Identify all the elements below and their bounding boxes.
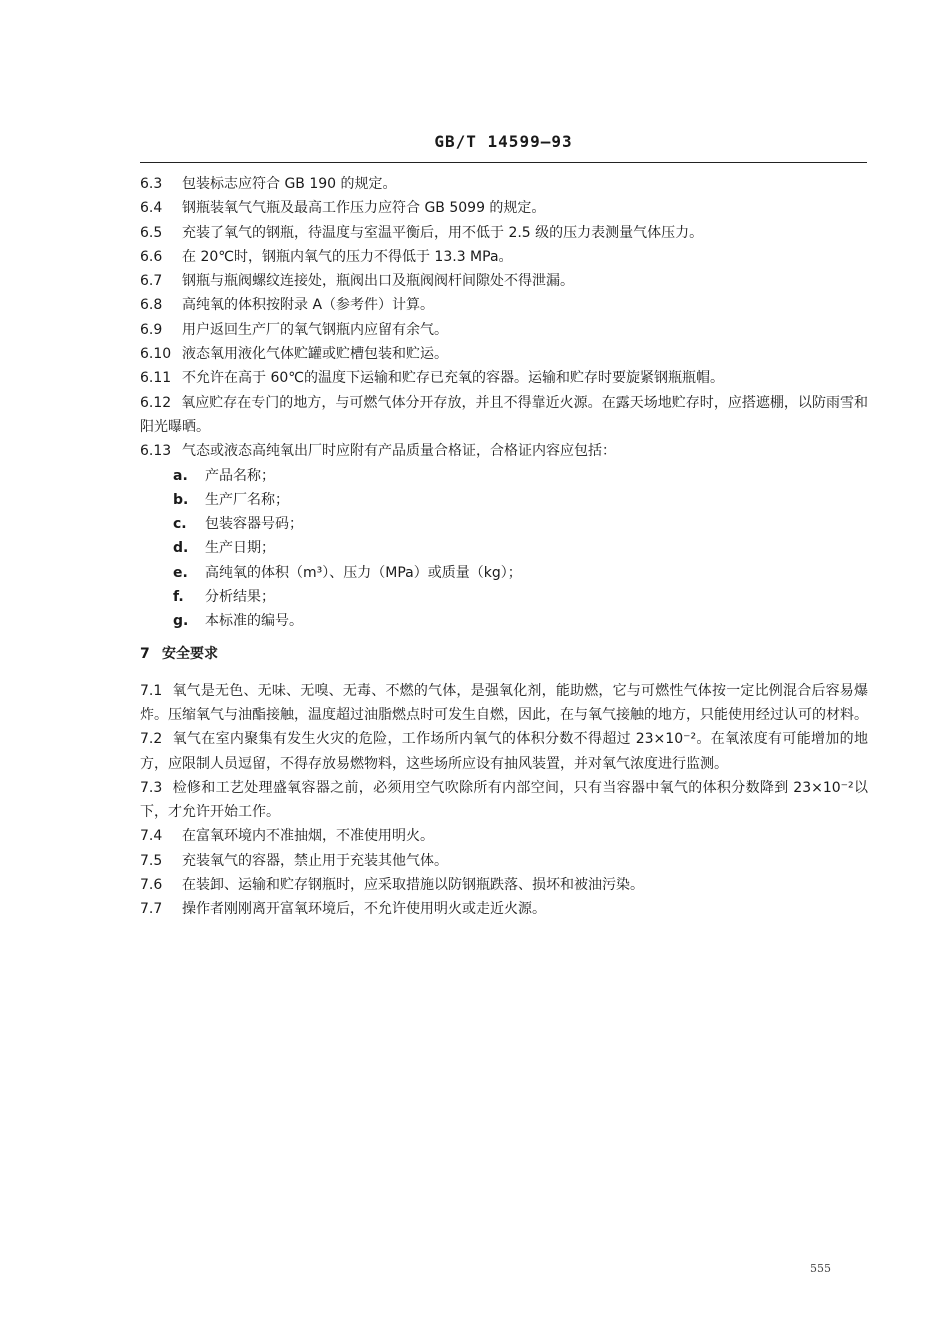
clause-7-1	[140, 679, 868, 728]
list-text: 高纯氧的体积（m³）、压力（MPa）或质量（kg）；	[205, 564, 522, 581]
list-text: 本标准的编号。	[205, 613, 303, 630]
list-item-b	[140, 488, 868, 512]
section-number: 7	[140, 645, 150, 662]
clause-number: 6.7	[140, 273, 163, 290]
list-letter: e.	[173, 564, 188, 581]
clause-text: 不允许在高于 60℃的温度下运输和贮存已充氧的容器。运输和贮存时要旋紧钢瓶瓶帽。	[182, 370, 724, 387]
clause-number: 6.13	[140, 443, 172, 460]
list-item-e	[140, 561, 868, 585]
clause-text: 高纯氧的体积按附录 A（参考件）计算。	[182, 297, 435, 314]
clause-text: 检修和工艺处理盛氧容器之前，必须用空气吹除所有内部空间，只有当容器中氧气的体积分数降到 23×10⁻²以下，才允许开始工作。	[140, 779, 868, 821]
section-heading	[140, 639, 868, 669]
clause-6-5	[140, 221, 868, 245]
list-item-a	[140, 464, 868, 488]
header-divider	[140, 162, 867, 163]
clause-6-4	[140, 196, 868, 220]
list-letter: f.	[173, 589, 184, 606]
clause-number: 6.12	[140, 394, 172, 411]
clause-text: 在 20℃时，钢瓶内氧气的压力不得低于 13.3 MPa。	[182, 248, 513, 265]
clause-text: 在富氧环境内不准抽烟，不准使用明火。	[182, 828, 434, 845]
list-letter: d.	[173, 540, 189, 557]
clause-number: 6.5	[140, 224, 163, 241]
clause-text: 气态或液态高纯氧出厂时应附有产品质量合格证，合格证内容应包括：	[182, 443, 616, 460]
list-letter: a.	[173, 467, 188, 484]
clause-6-8	[140, 293, 868, 317]
clause-number: 6.3	[140, 176, 163, 192]
clause-7-2	[140, 727, 868, 776]
clause-text: 液态氧用液化气体贮罐或贮槽包装和贮运。	[182, 346, 448, 363]
clause-7-5	[140, 849, 868, 873]
list-item-g	[140, 609, 868, 633]
clause-number: 7.7	[140, 901, 163, 918]
clause-number: 7.5	[140, 852, 163, 869]
clause-number: 7.4	[140, 828, 163, 845]
clause-text: 氧应贮存在专门的地方，与可燃气体分开存放，并且不得靠近火源。在露天场地贮存时，应搭遮棚，以防雨雪和阳光曝晒。	[140, 394, 868, 435]
clause-text: 钢瓶与瓶阀螺纹连接处，瓶阀出口及瓶阀阀杆间隙处不得泄漏。	[182, 273, 574, 290]
list-item-c	[140, 512, 868, 536]
clause-text: 氧气是无色、无味、无嗅、无毒、不燃的气体，是强氧化剂，能助燃，它与可燃性气体按一定比例混合后容易爆炸。压缩氧气与油酯接触，温度超过油脂燃点时可发生自燃，因此，在与氧气接触的地方，只能使用经过认可的材料。	[140, 682, 868, 723]
list-text: 产品名称；	[205, 467, 275, 484]
list-item-f	[140, 585, 868, 609]
clause-number: 6.9	[140, 321, 163, 338]
list-letter: b.	[173, 491, 189, 508]
spacer	[140, 669, 868, 679]
list-text: 包装容器号码；	[205, 516, 303, 533]
clause-number: 6.4	[140, 200, 163, 217]
clause-6-11	[140, 366, 868, 390]
clause-7-6	[140, 873, 868, 897]
list-text: 生产厂名称；	[205, 491, 289, 508]
clause-text: 用户返回生产厂的氧气钢瓶内应留有余气。	[182, 321, 448, 338]
clause-number: 6.8	[140, 297, 163, 314]
clause-text: 在装卸、运输和贮存钢瓶时，应采取措施以防钢瓶跌落、损坏和被油污染。	[182, 877, 644, 894]
clause-6-3	[140, 172, 868, 196]
clause-number: 7.6	[140, 877, 163, 894]
standard-code-header: GB/T 14599—93	[434, 132, 573, 151]
document-body	[140, 172, 868, 922]
clause-number: 6.6	[140, 248, 163, 265]
clause-6-6	[140, 245, 868, 269]
list-letter: g.	[173, 613, 189, 630]
clause-text: 充装氧气的容器，禁止用于充装其他气体。	[182, 852, 448, 869]
clause-text: 钢瓶装氧气气瓶及最高工作压力应符合 GB 5099 的规定。	[182, 200, 546, 217]
clause-number: 7.2	[140, 731, 163, 748]
clause-number: 7.3	[140, 779, 163, 796]
clause-text: 充装了氧气的钢瓶，待温度与室温平衡后，用不低于 2.5 级的压力表测量气体压力。	[182, 224, 704, 241]
clause-text: 氧气在室内聚集有发生火灾的危险，工作场所内氧气的体积分数不得超过 23×10⁻²。在氧浓度有可能增加的地方，应限制人员逗留，不得存放易燃物料，这些场所应设有抽风装置，并对氧气浓度进行监测。	[140, 731, 868, 772]
clause-7-3	[140, 776, 868, 825]
list-letter: c.	[173, 516, 187, 533]
clause-6-12	[140, 391, 868, 440]
clause-6-13	[140, 439, 868, 463]
clause-6-10	[140, 342, 868, 366]
clause-text: 操作者刚刚离开富氧环境后，不允许使用明火或走近火源。	[182, 901, 546, 918]
page-number: 555	[810, 1262, 831, 1275]
list-item-d	[140, 536, 868, 560]
clause-7-7	[140, 897, 868, 921]
list-text: 生产日期；	[205, 540, 275, 557]
clause-number: 6.11	[140, 370, 172, 387]
clause-number: 6.10	[140, 346, 172, 363]
clause-6-9	[140, 318, 868, 342]
section-title: 安全要求	[162, 645, 218, 662]
clause-number: 7.1	[140, 682, 163, 699]
clause-text: 包装标志应符合 GB 190 的规定。	[182, 176, 397, 192]
clause-7-4	[140, 824, 868, 848]
list-text: 分析结果；	[205, 589, 275, 606]
clause-6-7	[140, 269, 868, 293]
